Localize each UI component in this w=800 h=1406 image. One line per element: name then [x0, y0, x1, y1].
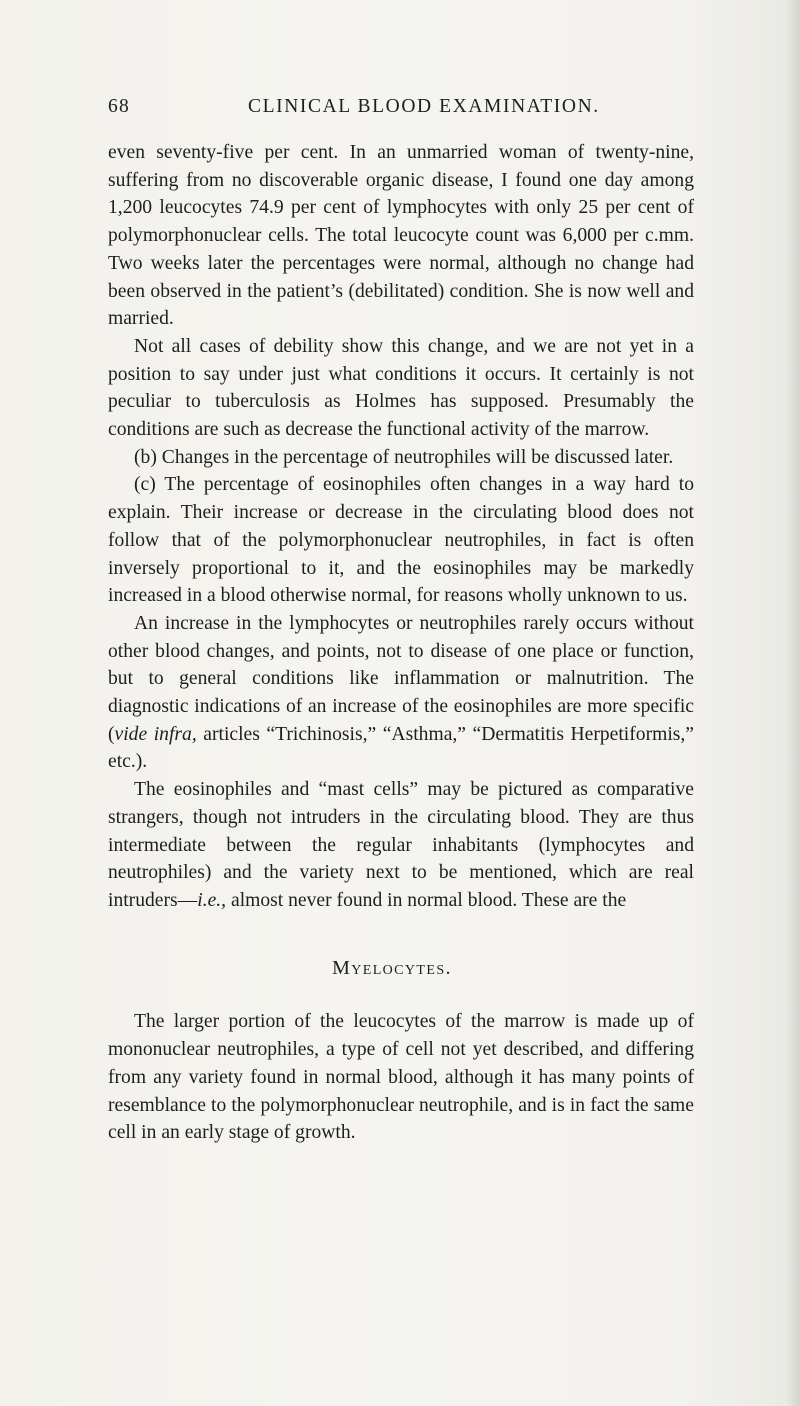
paragraph-c-text: The percentage of eosinophiles often changes in a way hard to explain. Their increase or decrease in the circulating blood does not follow that of the polymorphonuclear neutrophiles, in fact is often inversely proportional to it, and the eosinophiles may be markedly increased in a blood otherwise normal, for reasons wholly unknown to us.: [108, 474, 694, 607]
page-number: 68: [108, 96, 130, 117]
paragraph-myelocytes: The larger portion of the leucocytes of the marrow is made up of mononuclear neutrophiles, a type of cell not yet described, and differing from any variety found in normal blood, although it has many points of resemblance to the polymorphonuclear neutrophile, and is in fact the same cell in an early stage of growth.: [108, 1011, 694, 1144]
paragraph-b-text: Changes in the percentage of neutrophiles will be discussed later.: [156, 446, 674, 468]
paragraph-mast-text-2: almost never found in normal blood. These are the: [226, 889, 627, 911]
paragraph-mast-cells: [108, 776, 694, 915]
item-label-c: (c): [134, 474, 156, 496]
paragraph-mast-italic: i.e.,: [197, 889, 227, 911]
running-head: CLINICAL BLOOD EXAMINATION.: [248, 96, 600, 117]
paragraph-c: [108, 471, 694, 610]
body-text: [108, 139, 694, 1147]
page-edge-shadow: [786, 0, 800, 1406]
paragraph-mast-text-1: The eosinophiles and “mast cells” may be pictured as comparative strangers, though not intruders in the circulating blood. They are thus intermediate between the regular inhabitants (lymphocytes and neutrophiles) and the variety next to be mentioned, which are real intruders—: [108, 779, 694, 911]
paragraph-continued: even seventy-five per cent. In an unmarried woman of twenty-nine, suffering from no discoverable organic disease, I found one day among 1,200 leucocytes 74.9 per cent of lymphocytes with only 25 per cent of polymorphonuclear cells. The total leucocyte count was 6,000 per c.mm. Two weeks later the percentages were normal, although no change had been observed in the patient’s (debilitated) condition. She is now well and married.: [108, 142, 694, 330]
section-heading-myelocytes: Myelocytes.: [332, 956, 452, 979]
page-header: [108, 96, 694, 126]
paragraph-b: [108, 444, 694, 472]
item-label-b: (b): [134, 446, 157, 468]
paragraph-debility: Not all cases of debility show this change, and we are not yet in a position to say under just what conditions it occurs. It certainly is not peculiar to tuberculosis as Holmes has supposed. Presumably the conditions are such as decrease the functional activity of the marrow.: [108, 335, 694, 441]
paragraph-increase-italic: vide infra,: [114, 723, 197, 745]
paragraph-increase-text-2: articles “Trichinosis,” “Asthma,” “Dermatitis Herpetiformis,” etc.).: [108, 723, 694, 773]
paragraph-increase-text-1: An increase in the lymphocytes or neutrophiles rarely occurs without other blood changes, and points, not to disease of one place or function, but to general conditions like inflammation or malnutrition. The diagnostic indications of an increase of the eosinophiles are more specific (: [108, 612, 694, 745]
paragraph-increase: [108, 610, 694, 776]
